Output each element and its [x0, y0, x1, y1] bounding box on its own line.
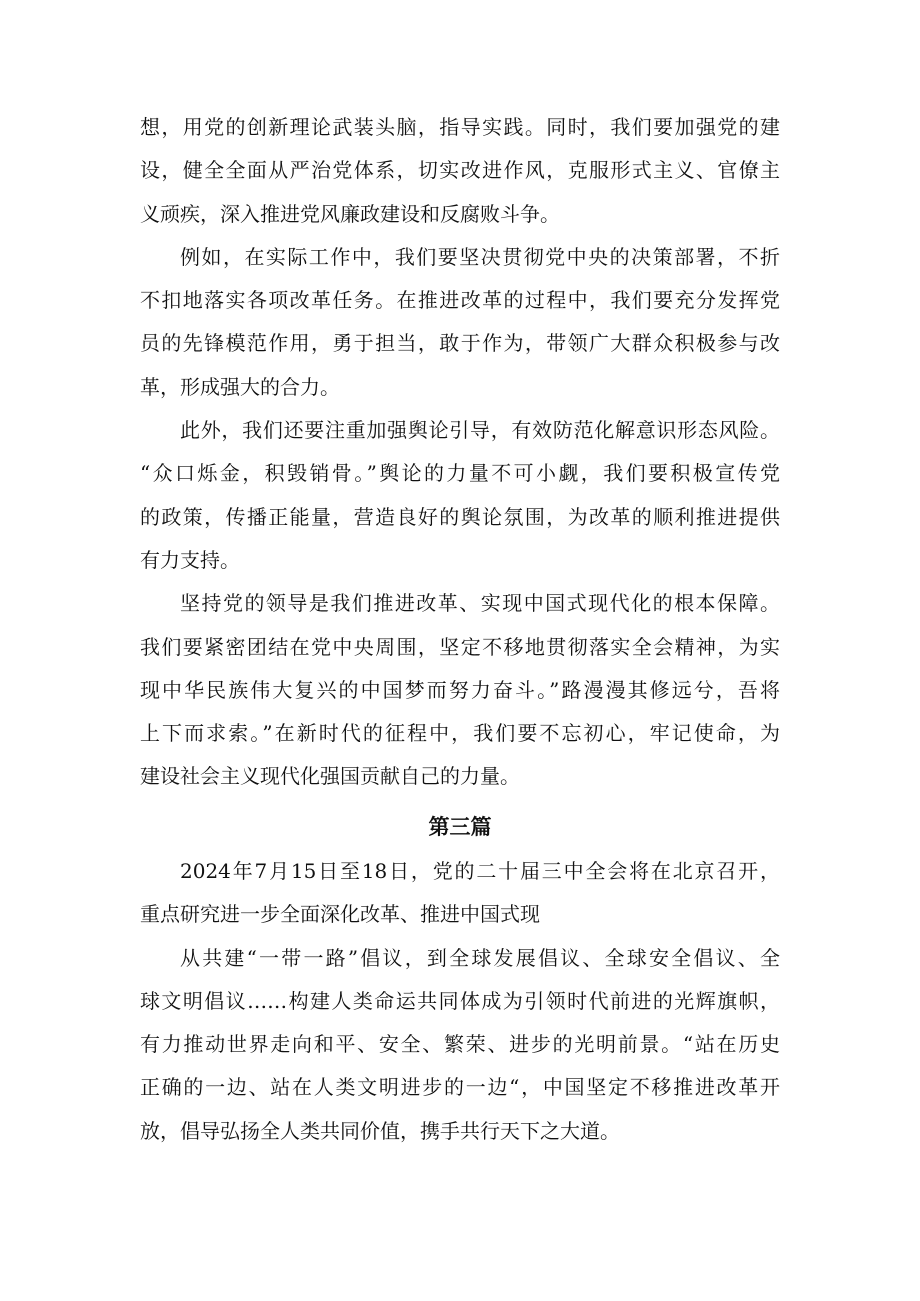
- paragraph-1: [140, 106, 780, 236]
- text-line: 建设社会主义现代化强国贡献自己的力量。: [140, 764, 520, 789]
- text-line: 革，形成强大的合力。: [140, 374, 340, 399]
- text-line: 放，倡导弘扬全人类共同价值，携手共行天下之大道。: [140, 1118, 620, 1143]
- text-line: 我们要紧密团结在党中央周围，坚定不移地贯彻落实全会精神，为实: [140, 634, 780, 659]
- paragraph-4: [140, 582, 780, 798]
- text-line: 从共建“一带一路”倡议，到全球发展倡议、全球安全倡议、全: [180, 945, 780, 970]
- text-line: 有力推动世界走向和平、安全、繁荣、进步的光明前景。“站在历史: [140, 1032, 780, 1057]
- text-line: 的政策，传播正能量，营造良好的舆论氛围，为改革的顺利推进提供: [140, 504, 780, 529]
- text-line: “众口烁金，积毁销骨。”舆论的力量不可小觑，我们要积极宣传党: [140, 461, 780, 486]
- text-line: 员的先锋模范作用，勇于担当，敢于作为，带领广大群众积极参与改: [140, 331, 780, 356]
- text-line: 坚持党的领导是我们推进改革、实现中国式现代化的根本保障。: [180, 591, 780, 616]
- text-line: 设，健全全面从严治党体系，切实改进作风，克服形式主义、官僚主: [140, 158, 780, 183]
- text-line: 有力支持。: [140, 547, 240, 572]
- paragraph-2: [140, 236, 780, 409]
- text-line: 现中华民族伟大复兴的中国梦而努力奋斗。”路漫漫其修远兮，吾将: [140, 677, 780, 702]
- body-text-part-one: [140, 106, 780, 799]
- paragraph-6: [140, 937, 780, 1153]
- text-line: 此外，我们还要注重加强舆论引导，有效防范化解意识形态风险。: [180, 418, 780, 443]
- text-line: 不扣地落实各项改革任务。在推进改革的过程中，我们要充分发挥党: [140, 288, 780, 313]
- text-line: 例如，在实际工作中，我们要坚决贯彻党中央的决策部署，不折: [180, 244, 780, 269]
- text-line: 正确的一边、站在人类文明进步的一边“，中国坚定不移推进改革开: [140, 1075, 780, 1100]
- text-line: 2024年7月15日至18日，党的二十届三中全会将在北京召开，: [180, 859, 780, 883]
- body-text-part-two: [140, 850, 780, 1153]
- text-line: 上下而求索。”在新时代的征程中，我们要不忘初心，牢记使命，为: [140, 721, 780, 746]
- section-heading: 第三篇: [428, 815, 492, 839]
- text-line: 球文明倡议……构建人类命运共同体成为引领时代前进的光辉旗帜，: [140, 988, 780, 1013]
- text-line: 义顽疾，深入推进党风廉政建设和反腐败斗争。: [140, 201, 560, 226]
- text-line: 想，用党的创新理论武装头脑，指导实践。同时，我们要加强党的建: [140, 115, 780, 139]
- paragraph-5: [140, 850, 780, 937]
- paragraph-3: [140, 409, 780, 582]
- text-line: 重点研究进一步全面深化改革、推进中国式现: [140, 902, 540, 927]
